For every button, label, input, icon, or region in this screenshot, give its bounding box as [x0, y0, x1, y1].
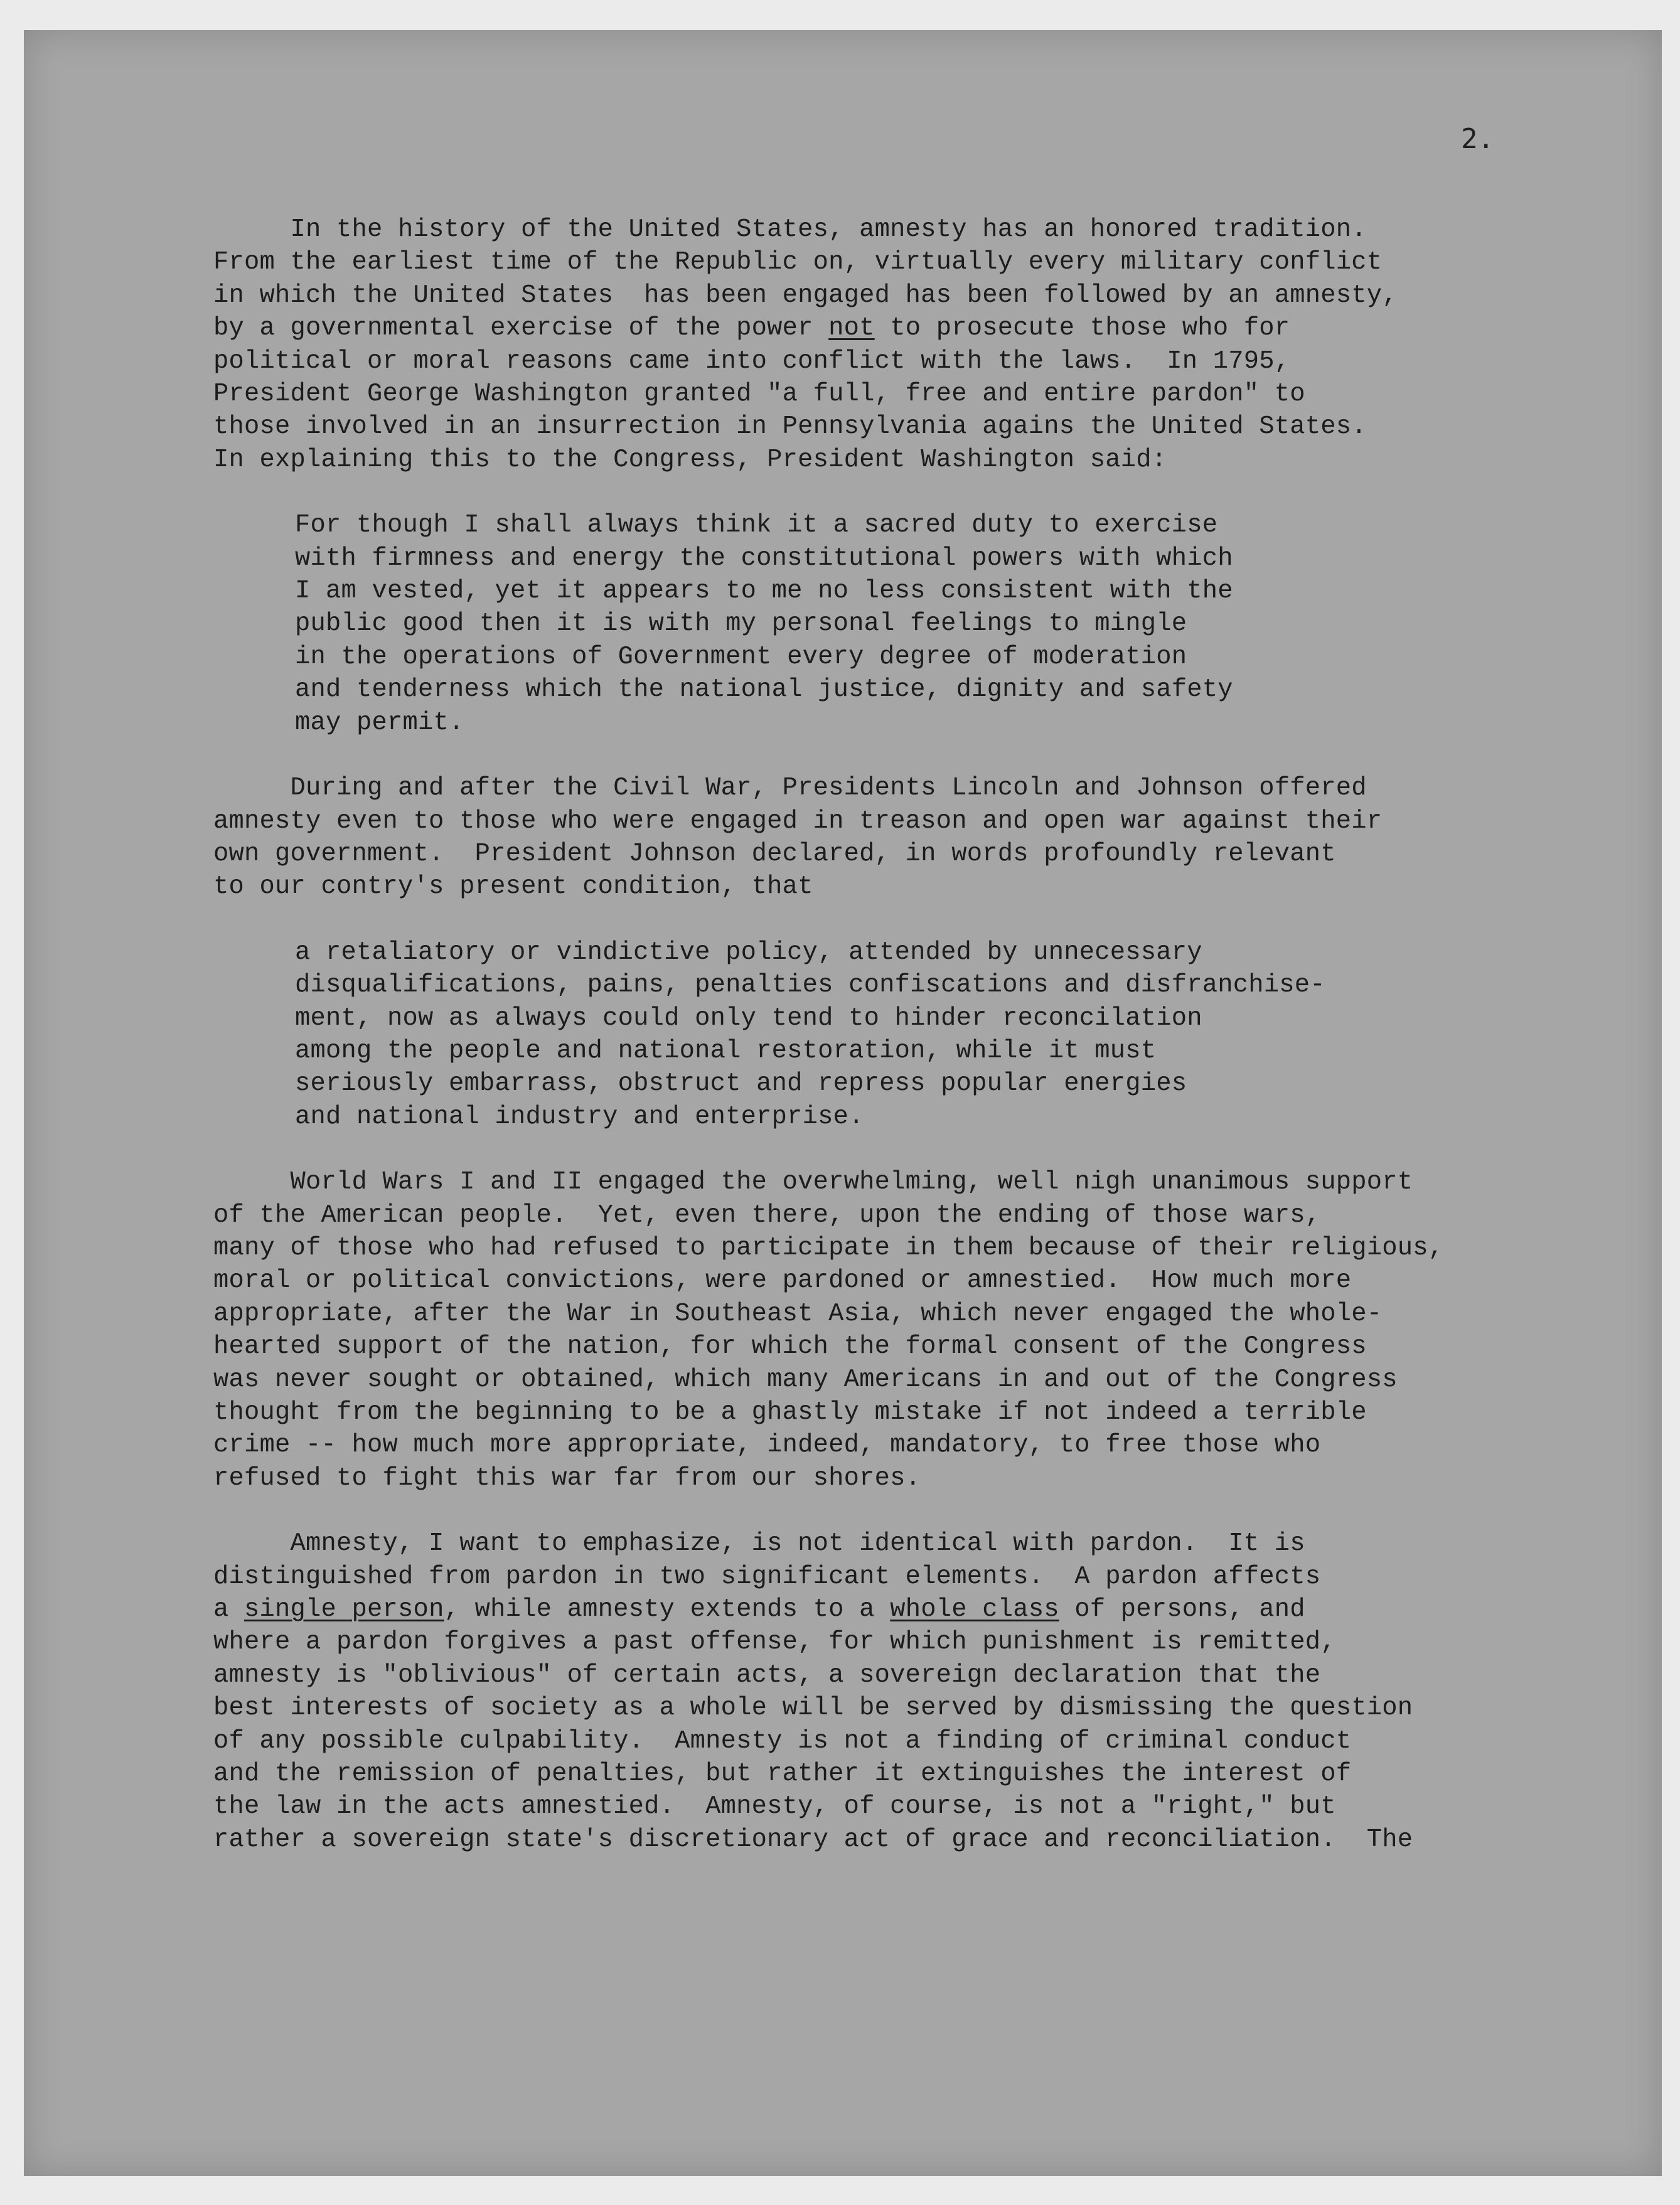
text-line: [213, 312, 1519, 344]
text-line: of the American people. Yet, even there, upon the ending of those wars,: [213, 1200, 1321, 1230]
text-fragment: , while amnesty extends to a: [444, 1595, 891, 1625]
text-line: distinguished from pardon in two significant elements. A pardon affects: [213, 1562, 1321, 1591]
page-number: 2.: [1461, 123, 1494, 155]
quote-line: ment, now as always could only tend to hinder reconcilation: [295, 1003, 1202, 1033]
quote-line: a retaliatory or vindictive policy, attended by unnecessary: [295, 937, 1202, 967]
paragraph-amnesty-tradition: [213, 213, 1519, 476]
text-line: many of those who had refused to participate in them because of their religious,: [213, 1233, 1444, 1263]
block-quote-washington: [295, 509, 1519, 739]
quote-line: may permit.: [295, 708, 464, 737]
paragraph-world-wars: [213, 1166, 1519, 1495]
quote-line: and tenderness which the national justice, dignity and safety: [295, 675, 1233, 705]
text-line: amnesty is "oblivious" of certain acts, a sovereign declaration that the: [213, 1660, 1321, 1690]
text-line: in which the United States has been engaged has been followed by an amnesty,: [213, 280, 1398, 310]
quote-line: public good then it is with my personal feelings to mingle: [295, 609, 1187, 639]
text-line: Amnesty, I want to emphasize, is not identical with pardon. It is: [213, 1529, 1305, 1559]
text-fragment: of persons, and: [1059, 1595, 1305, 1625]
text-line: rather a sovereign state's discretionary act of grace and reconciliation. The: [213, 1825, 1413, 1854]
text-line: moral or political convictions, were pardoned or amnestied. How much more: [213, 1266, 1352, 1296]
text-line: the law in the acts amnestied. Amnesty, of course, is not a "right," but: [213, 1792, 1336, 1822]
quote-line: seriously embarrass, obstruct and repress popular energies: [295, 1069, 1187, 1099]
quote-line: with firmness and energy the constitutional powers with which: [295, 543, 1233, 573]
quote-line: disqualifications, pains, penalties confiscations and disfranchise-: [295, 971, 1325, 1000]
text-line: In the history of the United States, amnesty has an honored tradition.: [213, 215, 1367, 244]
text-line: best interests of society as a whole will be served by dismissing the question: [213, 1694, 1413, 1723]
quote-line: among the people and national restoration, while it must: [295, 1036, 1157, 1065]
text-line: and the remission of penalties, but rather it extinguishes the interest of: [213, 1759, 1352, 1789]
underlined-word: not: [828, 314, 875, 343]
text-line: where a pardon forgives a past offense, for which punishment is remitted,: [213, 1628, 1336, 1657]
text-line: World Wars I and II engaged the overwhelming, well nigh unanimous support: [213, 1168, 1413, 1197]
text-line: President George Washington granted "a full, free and entire pardon" to: [213, 380, 1305, 409]
document-body: [213, 213, 1519, 1889]
quote-line: I am vested, yet it appears to me no less consistent with the: [295, 577, 1233, 606]
text-line: hearted support of the nation, for which the formal consent of the Congress: [213, 1332, 1367, 1362]
underlined-phrase: whole class: [890, 1595, 1059, 1625]
paragraph-amnesty-vs-pardon: [213, 1527, 1519, 1856]
text-line: thought from the beginning to be a ghastly mistake if not indeed a terrible: [213, 1398, 1367, 1427]
text-line: own government. President Johnson declared, in words profoundly relevant: [213, 839, 1336, 868]
quote-line: in the operations of Government every degree of moderation: [295, 642, 1187, 671]
text-line: to our contry's present condition, that: [213, 872, 813, 902]
text-line: of any possible culpability. Amnesty is not a finding of criminal conduct: [213, 1726, 1352, 1756]
text-fragment: a: [213, 1595, 245, 1625]
text-line: political or moral reasons came into conflict with the laws. In 1795,: [213, 346, 1290, 376]
quote-line: and national industry and enterprise.: [295, 1102, 864, 1131]
text-line: was never sought or obtained, which many Americans in and out of the Congress: [213, 1365, 1398, 1394]
underlined-phrase: single person: [244, 1595, 444, 1625]
paragraph-civil-war: [213, 772, 1519, 904]
text-line: During and after the Civil War, Presidents Lincoln and Johnson offered: [213, 774, 1367, 803]
text-line: appropriate, after the War in Southeast Asia, which never engaged the whole-: [213, 1299, 1383, 1328]
text-line: [213, 1593, 1519, 1626]
text-line: From the earliest time of the Republic on, virtually every military conflict: [213, 248, 1383, 277]
text-line: In explaining this to the Congress, President Washington said:: [213, 445, 1167, 474]
quote-line: For though I shall always think it a sacred duty to exercise: [295, 511, 1218, 540]
text-line: crime -- how much more appropriate, indeed, mandatory, to free those who: [213, 1431, 1321, 1460]
block-quote-johnson: [295, 936, 1519, 1133]
text-line: amnesty even to those who were engaged in treason and open war against their: [213, 806, 1383, 836]
text-line: those involved in an insurrection in Pennsylvania agains the United States.: [213, 412, 1367, 442]
text-line: refused to fight this war far from our shores.: [213, 1463, 921, 1493]
text-fragment: to prosecute those who for: [874, 314, 1290, 343]
text-fragment: by a governmental exercise of the power: [213, 314, 829, 343]
